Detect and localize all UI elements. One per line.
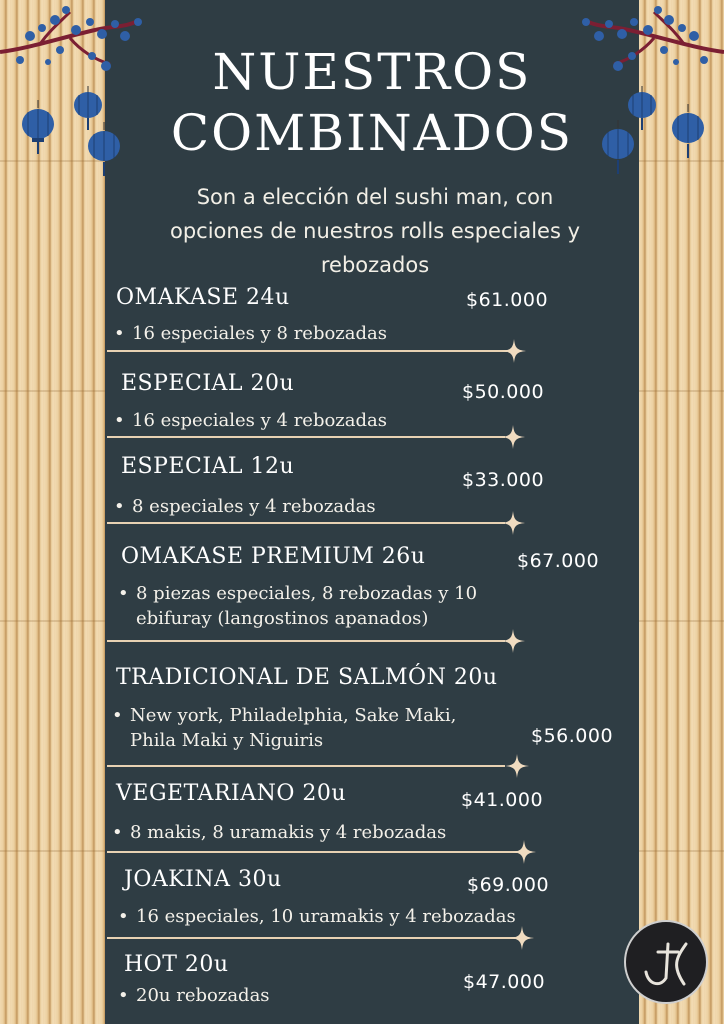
divider-line [107,937,515,939]
menu-item-price: $56.000 [531,725,614,747]
description-line: 8 makis, 8 uramakis y 4 rebozadas [130,822,447,843]
bullet: • [114,323,125,344]
menu-item-description [114,408,387,433]
brand-logo-icon [626,922,706,1002]
menu-item-description [112,703,456,753]
bullet: • [118,583,129,604]
sparkle-icon [501,629,525,653]
divider-line [107,640,505,642]
menu-item-description [118,983,270,1008]
description-line: New york, Philadelphia, Sake Maki, [130,705,457,726]
subtitle-line-1: Son a elección del sushi man, con [196,185,554,209]
description-line: 16 especiales y 8 rebozadas [132,323,388,344]
menu-item-description [114,321,387,346]
divider-line [107,350,507,352]
menu-item-name: OMAKASE PREMIUM 26u [121,544,426,569]
description-line: 16 especiales y 4 rebozadas [132,410,388,431]
menu-item-price: $69.000 [467,874,550,896]
menu-item-name: TRADICIONAL DE SALMÓN 20u [116,665,498,690]
bullet: • [112,705,123,726]
description-line: 20u rebozadas [136,985,270,1006]
description-line: 8 especiales y 4 rebozadas [132,496,376,517]
page-title-line-2: COMBINADOS [170,104,574,162]
sparkle-icon [505,754,529,778]
brand-logo [624,920,708,1004]
sparkle-icon [502,339,526,363]
sparkle-icon [501,511,525,535]
bullet: • [118,985,129,1006]
bullet: • [112,822,123,843]
lantern-icon [670,104,706,160]
menu-item-name: HOT 20u [124,952,229,977]
menu-item-price: $33.000 [462,469,545,491]
subtitle [130,180,620,282]
description-line: ebifuray (langostinos apanados) [136,608,429,629]
menu-item-price: $41.000 [461,789,544,811]
menu-item-description [112,820,446,845]
divider-line [107,436,505,438]
description-line: 16 especiales, 10 uramakis y 4 rebozadas [136,906,516,927]
sparkle-icon [512,840,536,864]
menu-item-price: $47.000 [463,971,546,993]
menu-item-description [118,904,516,929]
lantern-icon [20,100,56,156]
menu-item-name: VEGETARIANO 20u [116,781,347,806]
divider-line [107,765,505,767]
menu-item-price: $67.000 [517,550,600,572]
subtitle-line-2: opciones de nuestros rolls especiales y [170,219,580,243]
subtitle-line-3: rebozados [320,253,430,277]
sparkle-icon [501,425,525,449]
bullet: • [114,410,125,431]
bullet: • [114,496,125,517]
menu-item-name: ESPECIAL 20u [121,371,295,396]
bullet: • [118,906,129,927]
menu-item-name: ESPECIAL 12u [121,454,295,479]
menu-item-price: $50.000 [462,381,545,403]
menu-item-price: $61.000 [466,289,549,311]
menu-item-description [118,581,477,631]
sparkle-icon [510,926,534,950]
page-title-line-1: NUESTROS [212,43,532,101]
divider-line [107,851,517,853]
description-line: Phila Maki y Niguiris [130,730,324,751]
divider-line [107,522,505,524]
menu-item-description [114,494,376,519]
description-line: 8 piezas especiales, 8 rebozadas y 10 [136,583,478,604]
menu-item-name: JOAKINA 30u [124,867,282,892]
menu-item-name: OMAKASE 24u [116,285,290,310]
